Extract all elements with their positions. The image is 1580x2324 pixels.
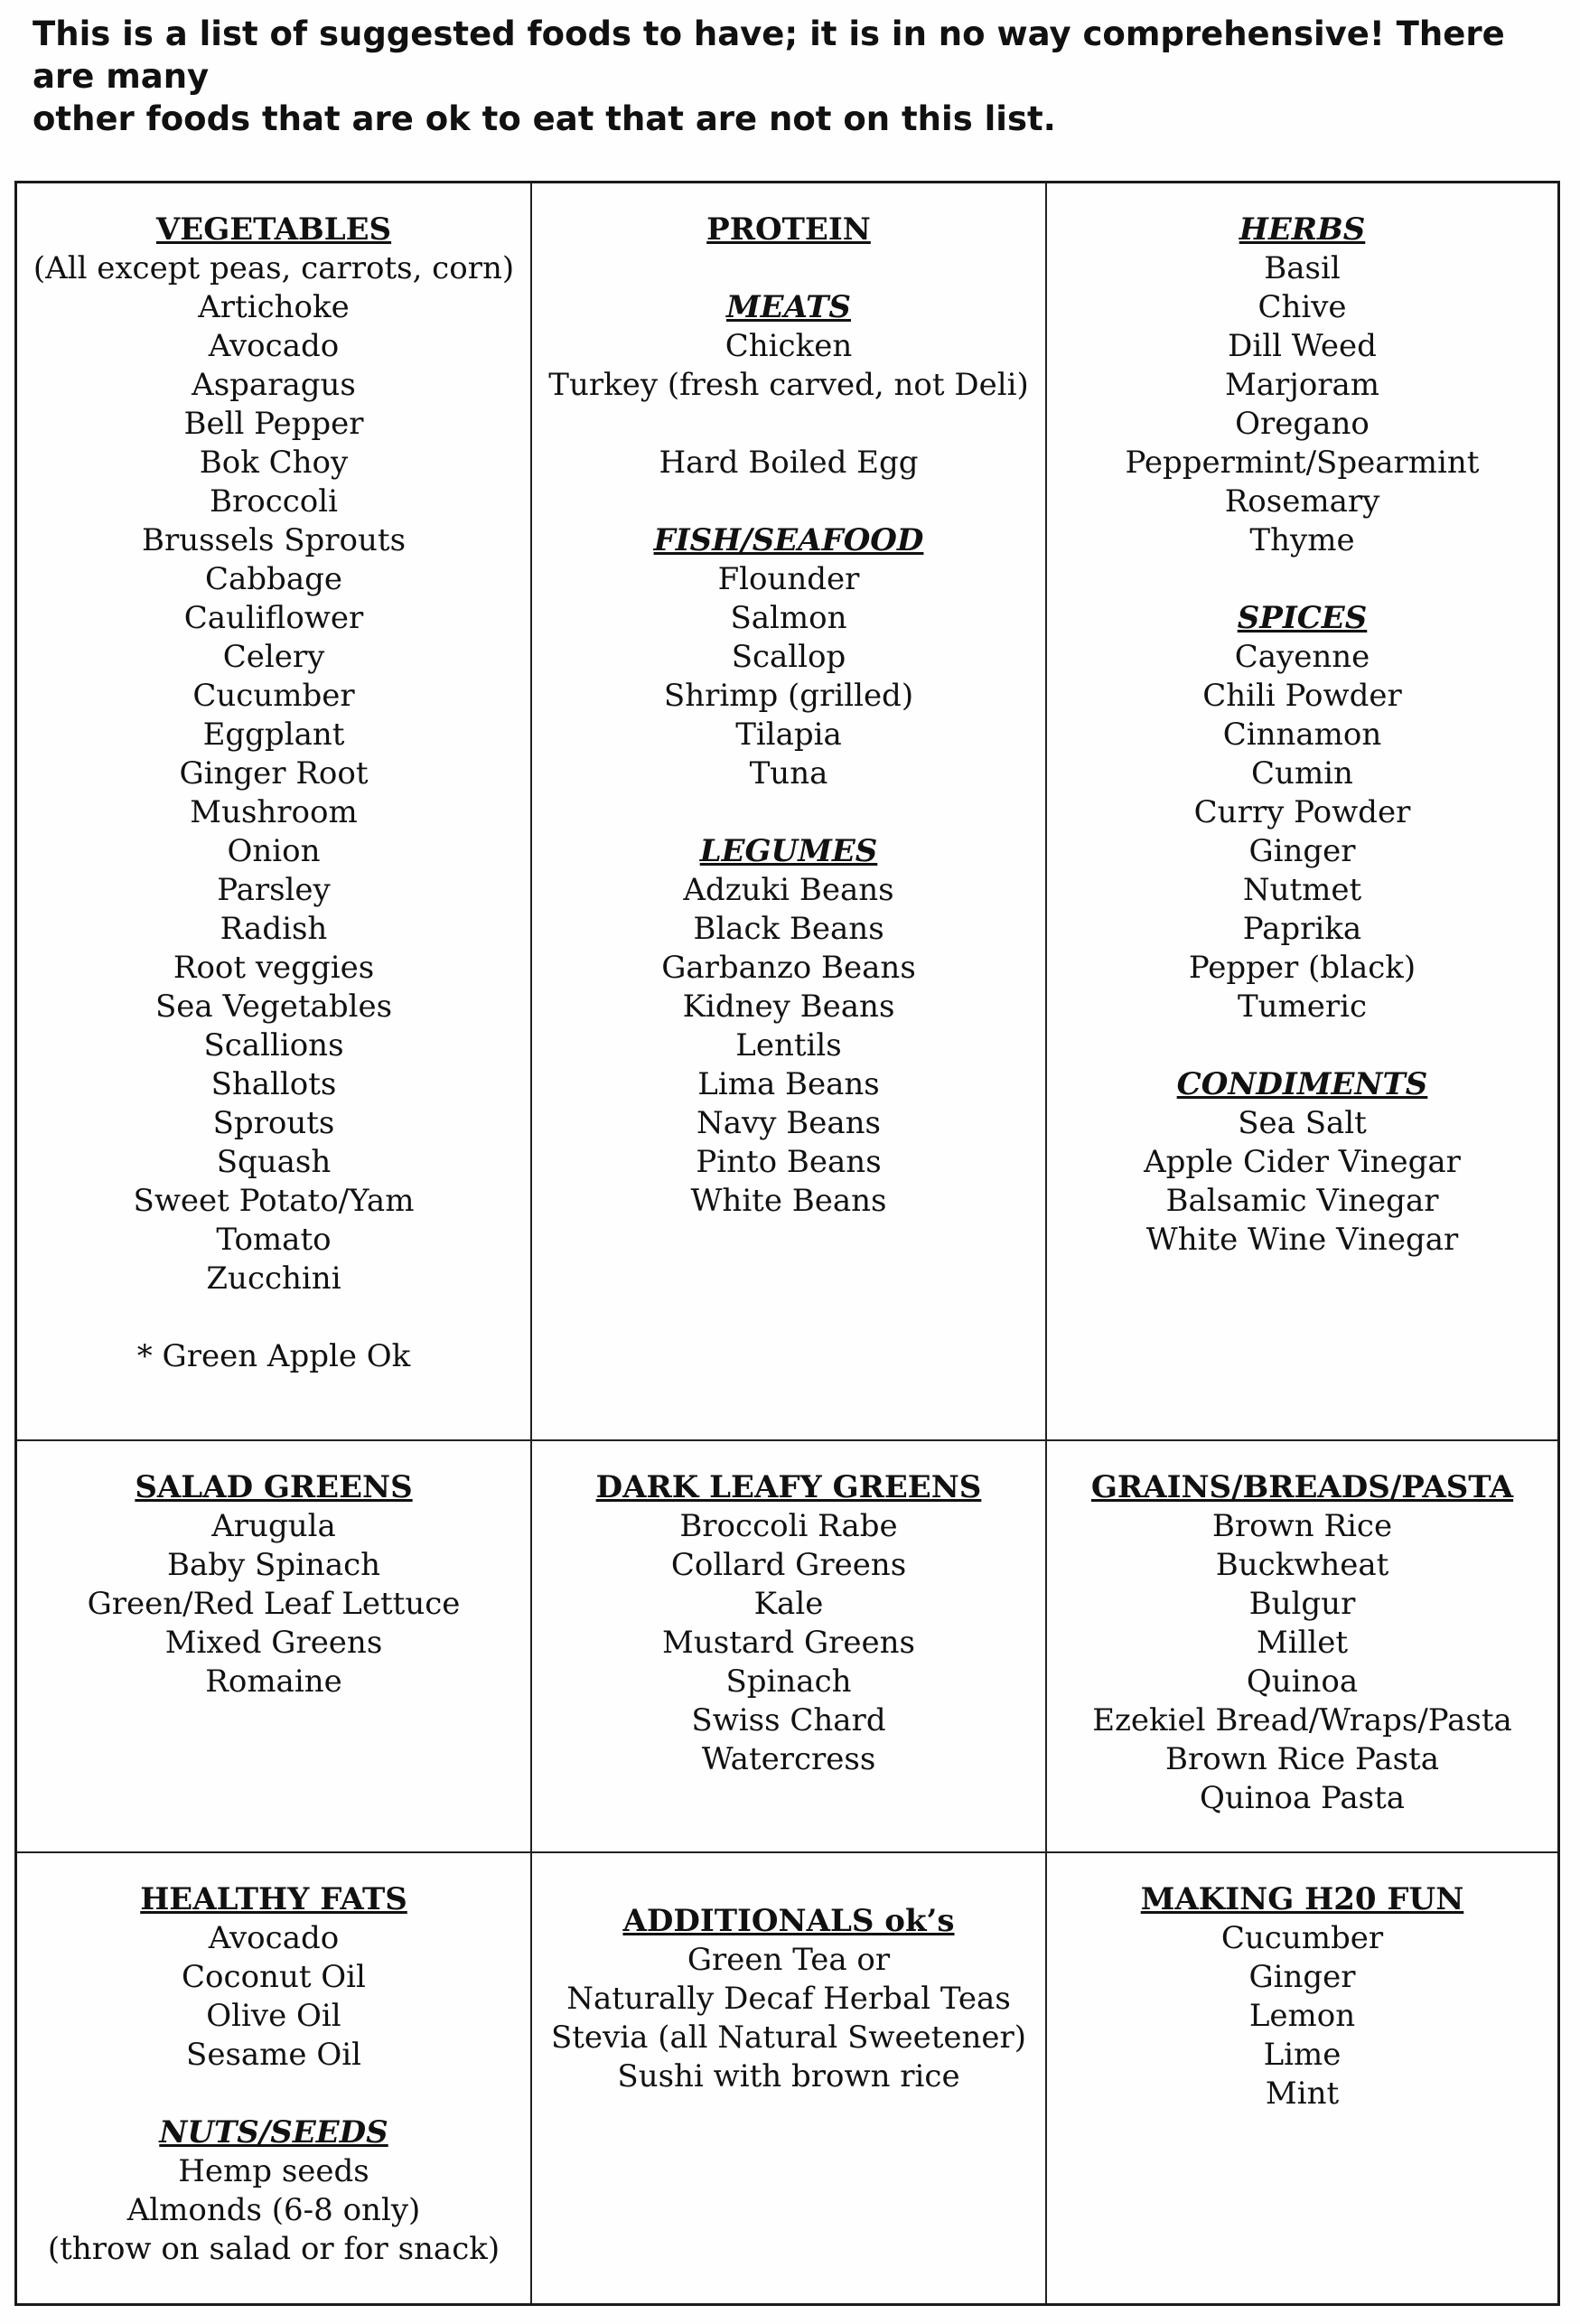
spices-heading: SPICES <box>1237 600 1368 636</box>
list-item: Cinnamon <box>1222 717 1382 753</box>
intro-text: This is a list of suggested foods to have; it is in no way comprehensive! There are many other foods that are ok to eat that are not on this list. <box>33 14 1505 138</box>
list-item: Green Tea or <box>687 1942 891 1978</box>
list-item: Buckwheat <box>1215 1547 1389 1583</box>
legumes-heading: LEGUMES <box>699 833 878 869</box>
list-item: Root veggies <box>173 950 375 986</box>
list-item: Black Beans <box>693 911 884 947</box>
vegetables-heading: VEGETABLES <box>155 211 392 248</box>
list-item: Mint <box>1265 2076 1340 2112</box>
list-item: Naturally Decaf Herbal Teas <box>566 1981 1011 2017</box>
list-item: Sushi with brown rice <box>617 2058 960 2094</box>
list-item: Scallions <box>203 1027 344 1064</box>
list-item: Chive <box>1257 289 1347 325</box>
list-item: Tuna <box>749 755 828 792</box>
protein-heading: PROTEIN <box>706 211 871 248</box>
list-item: White Beans <box>690 1183 887 1219</box>
list-item: Adzuki Beans <box>683 872 894 908</box>
list-item: Parsley <box>217 872 331 908</box>
list-item: Watercress <box>701 1741 876 1777</box>
list-item: Curry Powder <box>1193 794 1411 830</box>
list-item: Chili Powder <box>1202 678 1402 714</box>
list-item: Green/Red Leaf Lettuce <box>87 1586 461 1622</box>
list-item: Baby Spinach <box>166 1547 381 1583</box>
list-item: Collard Greens <box>670 1547 907 1583</box>
additionals-cell <box>532 1853 1047 2303</box>
list-item: Bulgur <box>1248 1586 1356 1622</box>
list-item: Eggplant <box>202 717 345 753</box>
list-item: Kidney Beans <box>682 989 895 1025</box>
list-item: Sea Vegetables <box>154 989 393 1025</box>
fats-list <box>17 1919 530 2075</box>
list-item: Zucchini <box>206 1260 341 1297</box>
list-item: Scallop <box>731 639 846 675</box>
dark-leafy-cell <box>532 1441 1047 1853</box>
list-item: Avocado <box>208 328 340 364</box>
list-item: Oregano <box>1235 406 1370 442</box>
vegetables-note: (All except peas, carrots, corn) <box>33 250 515 286</box>
list-item: Shallots <box>210 1066 337 1102</box>
list-item: Cabbage <box>205 561 342 597</box>
additionals-list <box>532 1941 1045 2096</box>
grains-cell <box>1047 1441 1557 1853</box>
list-item: Quinoa <box>1246 1663 1359 1700</box>
list-item: Cucumber <box>192 678 355 714</box>
herbs-list <box>1047 249 1557 560</box>
list-item: Avocado <box>208 1920 340 1956</box>
list-item: Peppermint/Spearmint <box>1125 445 1480 481</box>
list-item: Stevia (all Natural Sweetener) <box>550 2019 1027 2056</box>
list-item: Dill Weed <box>1228 328 1377 364</box>
list-item: Cucumber <box>1220 1920 1384 1956</box>
meats-list <box>532 327 1045 405</box>
list-item: Sea Salt <box>1238 1105 1367 1141</box>
list-item: Ginger <box>1248 1959 1356 1995</box>
list-item: Basil <box>1264 250 1341 286</box>
list-item: Paprika <box>1242 911 1362 947</box>
fats-heading: HEALTHY FATS <box>140 1881 407 1917</box>
list-item: Arugula <box>211 1508 336 1544</box>
protein-cell <box>532 183 1047 1441</box>
list-item: Olive Oil <box>206 1998 341 2034</box>
list-item: Brown Rice <box>1211 1508 1393 1544</box>
dark-leafy-heading: DARK LEAFY GREENS <box>595 1469 982 1505</box>
vegetables-cell <box>17 183 532 1441</box>
list-item: Asparagus <box>192 367 356 403</box>
list-item: Sweet Potato/Yam <box>133 1183 415 1219</box>
list-item: Broccoli Rabe <box>679 1508 898 1544</box>
list-item: Spinach <box>725 1663 852 1700</box>
list-item: Bok Choy <box>199 445 349 481</box>
list-item: Tomato <box>216 1222 332 1258</box>
list-item: Artichoke <box>198 289 350 325</box>
list-item: Rosemary <box>1224 483 1380 520</box>
list-item: Thyme <box>1249 522 1355 558</box>
vegetables-footnote: * Green Apple Ok <box>136 1338 411 1374</box>
list-item: Brussels Sprouts <box>141 522 407 558</box>
egg-item: Hard Boiled Egg <box>659 445 919 481</box>
list-item: Sprouts <box>212 1105 335 1141</box>
list-item: (throw on salad or for snack) <box>47 2231 500 2267</box>
list-item: Cayenne <box>1234 639 1370 675</box>
list-item: Navy Beans <box>697 1105 881 1141</box>
list-item: Cauliflower <box>183 600 364 636</box>
legumes-list <box>532 871 1045 1221</box>
condiments-heading: CONDIMENTS <box>1176 1066 1428 1102</box>
grains-list <box>1047 1507 1557 1818</box>
fats-cell <box>17 1853 532 2303</box>
list-item: Cumin <box>1251 755 1353 792</box>
list-item: Lemon <box>1248 1998 1356 2034</box>
spices-list <box>1047 638 1557 1026</box>
salad-greens-heading: SALAD GREENS <box>135 1469 413 1505</box>
nuts-heading: NUTS/SEEDS <box>159 2114 388 2151</box>
list-item: Flounder <box>717 561 860 597</box>
list-item: Almonds (6-8 only) <box>126 2192 421 2228</box>
list-item: Coconut Oil <box>182 1959 366 1995</box>
list-item: Turkey (fresh carved, not Deli) <box>548 367 1029 403</box>
dark-leafy-list <box>532 1507 1045 1779</box>
list-item: Chicken <box>725 328 853 364</box>
list-item: Romaine <box>205 1663 342 1700</box>
water-list <box>1047 1919 1557 2113</box>
list-item: Marjoram <box>1224 367 1380 403</box>
list-item: Nutmet <box>1242 872 1362 908</box>
water-heading: MAKING H20 FUN <box>1140 1881 1464 1917</box>
grains-heading: GRAINS/BREADS/PASTA <box>1090 1469 1514 1505</box>
list-item: Lentils <box>735 1027 842 1064</box>
list-item: Ginger Root <box>179 755 369 792</box>
list-item: Tumeric <box>1237 989 1368 1025</box>
fish-heading: FISH/SEAFOOD <box>653 522 924 558</box>
list-item: Shrimp (grilled) <box>663 678 914 714</box>
nuts-list <box>17 2152 530 2269</box>
seasoning-cell <box>1047 183 1557 1441</box>
list-item: Radish <box>220 911 328 947</box>
meats-heading: MEATS <box>726 289 851 325</box>
list-item: Onion <box>227 833 321 869</box>
list-item: Lima Beans <box>697 1066 880 1102</box>
list-item: Broccoli <box>209 483 338 520</box>
herbs-heading: HERBS <box>1239 211 1366 248</box>
list-item: White Wine Vinegar <box>1145 1222 1459 1258</box>
list-item: Balsamic Vinegar <box>1165 1183 1439 1219</box>
list-item: Salmon <box>730 600 847 636</box>
list-item: Ezekiel Bread/Wraps/Pasta <box>1092 1702 1512 1738</box>
list-item: Millet <box>1256 1625 1349 1661</box>
list-item: Pepper (black) <box>1188 950 1416 986</box>
list-item: Apple Cider Vinegar <box>1144 1144 1461 1180</box>
list-item: Hemp seeds <box>178 2153 369 2189</box>
list-item: Quinoa Pasta <box>1199 1780 1406 1816</box>
list-item: Squash <box>216 1144 332 1180</box>
list-item: Mushroom <box>190 794 358 830</box>
list-item: Mustard Greens <box>662 1625 915 1661</box>
water-cell <box>1047 1853 1557 2303</box>
food-table <box>14 181 1560 2306</box>
list-item: Brown Rice Pasta <box>1165 1741 1439 1777</box>
list-item: Mixed Greens <box>164 1625 383 1661</box>
list-item: Kale <box>753 1586 824 1622</box>
list-item: Sesame Oil <box>186 2037 361 2073</box>
list-item: Pinto Beans <box>696 1144 882 1180</box>
list-item: Lime <box>1263 2037 1342 2073</box>
list-item: Tilapia <box>735 717 842 753</box>
fish-list <box>532 560 1045 793</box>
list-item: Celery <box>222 639 325 675</box>
list-item: Bell Pepper <box>183 406 364 442</box>
salad-greens-cell <box>17 1441 532 1853</box>
additionals-heading: ADDITIONALS ok’s <box>622 1903 955 1939</box>
vegetables-list <box>17 288 530 1298</box>
condiments-list <box>1047 1104 1557 1260</box>
list-item: Garbanzo Beans <box>661 950 916 986</box>
list-item: Swiss Chard <box>691 1702 886 1738</box>
list-item: Ginger <box>1248 833 1356 869</box>
salad-greens-list <box>17 1507 530 1701</box>
